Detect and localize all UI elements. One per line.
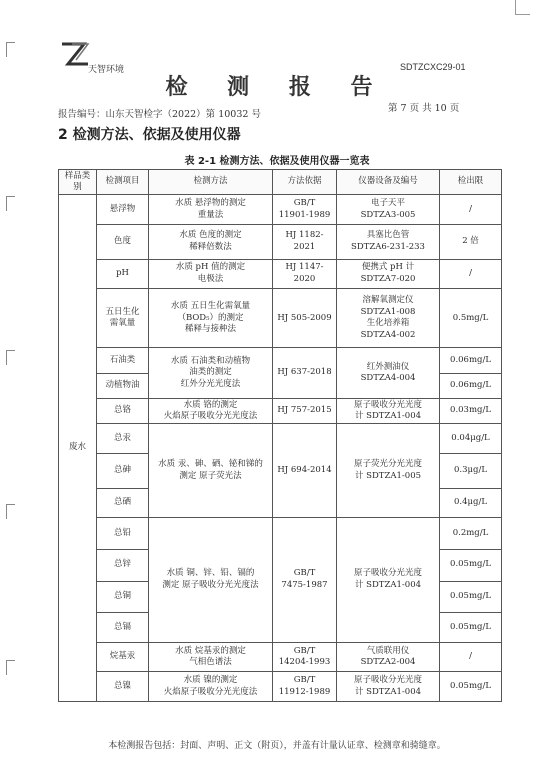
binding-mark <box>6 196 15 211</box>
table-row <box>59 195 502 225</box>
method-basis: HJ 1182-2021 <box>273 224 337 259</box>
page-title: 检 测 报 告 <box>165 74 389 100</box>
test-item: 总铬 <box>97 398 149 423</box>
test-method: 水质 色度的测定 稀释倍数法 <box>149 224 273 259</box>
instrument: 便携式 pH 计 SDTZA7-020 <box>337 259 440 289</box>
instrument: 原子吸收分光光度 计 SDTZA1-004 <box>337 398 440 423</box>
binding-mark <box>6 660 15 675</box>
detection-limit: 0.4μg/L <box>440 488 502 518</box>
test-method: 水质 悬浮物的测定 重量法 <box>149 195 273 225</box>
test-item: 五日生化 需氧量 <box>97 289 149 348</box>
test-method: 水质 石油类和动植物 油类的测定 红外分光光度法 <box>149 348 273 399</box>
detection-limit: 0.06mg/L <box>440 348 502 373</box>
instrument: 原子荧光分光光度 计 SDTZA1-005 <box>337 424 440 518</box>
instrument: 电子天平 SDTZA3-005 <box>337 195 440 225</box>
test-item: 石油类 <box>97 348 149 373</box>
detection-limit: 0.06mg/L <box>440 373 502 398</box>
section-title: 2 检测方法、依据及使用仪器 <box>58 127 241 143</box>
sample-category: 废水 <box>59 195 97 702</box>
detection-limit: 0.05mg/L <box>440 549 502 581</box>
test-item: 总镉 <box>97 613 149 643</box>
detection-limit: 0.2mg/L <box>440 518 502 550</box>
detection-limit: / <box>440 259 502 289</box>
table-row <box>59 224 502 259</box>
method-basis: HJ 637-2018 <box>273 348 337 399</box>
test-item: 总铅 <box>97 518 149 550</box>
test-method: 水质 铜、锌、铅、镉的 测定 原子吸收分光光度法 <box>149 518 273 643</box>
detection-limit: 2 倍 <box>440 224 502 259</box>
test-method: 水质 镍的测定 火焰原子吸收分光光度法 <box>149 672 273 702</box>
binding-mark <box>6 350 15 365</box>
instrument: 原子吸收分光光度 计 SDTZA1-004 <box>337 672 440 702</box>
instrument: 气质联用仪 SDTZA2-004 <box>337 642 440 672</box>
detection-limit: 0.05mg/L <box>440 613 502 643</box>
test-item: pH <box>97 259 149 289</box>
test-item: 总汞 <box>97 424 149 454</box>
detection-limit: 0.05mg/L <box>440 672 502 702</box>
header-method-basis: 方法依据 <box>273 170 337 195</box>
test-method: 水质 五日生化需氧量 （BOD₅）的测定 稀释与接种法 <box>149 289 273 348</box>
table-row <box>59 398 502 423</box>
test-item: 总镍 <box>97 672 149 702</box>
test-method: 水质 烷基汞的测定 气相色谱法 <box>149 642 273 672</box>
test-method: 水质 pH 值的测定 电极法 <box>149 259 273 289</box>
test-method: 水质 汞、砷、硒、铋和锑的 测定 原子荧光法 <box>149 424 273 518</box>
method-basis: GB/T 11901-1989 <box>273 195 337 225</box>
table-row <box>59 424 502 454</box>
table-row <box>59 518 502 550</box>
table-row <box>59 672 502 702</box>
header-sample-category: 样品类别 <box>59 170 97 195</box>
test-item: 悬浮物 <box>97 195 149 225</box>
test-method: 水质 铬的测定 火焰原子吸收分光光度法 <box>149 398 273 423</box>
instrument: 具塞比色管 SDTZA6-231-233 <box>337 224 440 259</box>
instrument: 原子吸收分光光度 计 SDTZA1-004 <box>337 518 440 643</box>
corner-mark <box>515 0 530 15</box>
test-item: 动植物油 <box>97 373 149 398</box>
header-test-method: 检测方法 <box>149 170 273 195</box>
detection-limit: 0.3μg/L <box>440 453 502 488</box>
table-row <box>59 259 502 289</box>
test-item: 总砷 <box>97 453 149 488</box>
methods-table <box>58 169 502 702</box>
method-basis: HJ 694-2014 <box>273 424 337 518</box>
test-item: 总锌 <box>97 549 149 581</box>
instrument: 红外测油仪 SDTZA4-004 <box>337 348 440 399</box>
detection-limit: / <box>440 195 502 225</box>
test-item: 色度 <box>97 224 149 259</box>
detection-limit: 0.04μg/L <box>440 424 502 454</box>
method-basis: HJ 1147-2020 <box>273 259 337 289</box>
binding-mark <box>6 504 15 519</box>
binding-mark <box>6 42 15 57</box>
table-row <box>59 642 502 672</box>
detection-limit: 0.03mg/L <box>440 398 502 423</box>
test-item: 总铜 <box>97 581 149 613</box>
report-footer-note: 本检测报告包括：封面、声明、正文（附页），并盖有计量认证章、检测章和骑缝章。 <box>108 741 446 751</box>
header-test-item: 检测项目 <box>97 170 149 195</box>
method-basis: HJ 757-2015 <box>273 398 337 423</box>
company-name: 天智环境 <box>88 65 125 75</box>
table-header-row <box>59 170 502 195</box>
method-basis: HJ 505-2009 <box>273 289 337 348</box>
table-row <box>59 348 502 373</box>
table-caption: 表 2-1 检测方法、依据及使用仪器一览表 <box>184 156 370 167</box>
detection-limit: / <box>440 642 502 672</box>
test-item: 烷基汞 <box>97 642 149 672</box>
test-item: 总硒 <box>97 488 149 518</box>
instrument: 溶解氧测定仪 SDTZA1-008 生化培养箱 SDTZA4-002 <box>337 289 440 348</box>
document-code: SDTZCXC29-01 <box>400 62 466 72</box>
method-basis: GB/T 7475-1987 <box>273 518 337 643</box>
detection-limit: 0.05mg/L <box>440 581 502 613</box>
page-indicator: 第 7 页 共 10 页 <box>388 103 460 114</box>
method-basis: GB/T 11912-1989 <box>273 672 337 702</box>
table-row <box>59 289 502 348</box>
detection-limit: 0.5mg/L <box>440 289 502 348</box>
header-instrument: 仪器设备及编号 <box>337 170 440 195</box>
report-number: 报告编号：山东天智检字（2022）第 10032 号 <box>58 109 261 120</box>
header-detection-limit: 检出限 <box>440 170 502 195</box>
method-basis: GB/T 14204-1993 <box>273 642 337 672</box>
